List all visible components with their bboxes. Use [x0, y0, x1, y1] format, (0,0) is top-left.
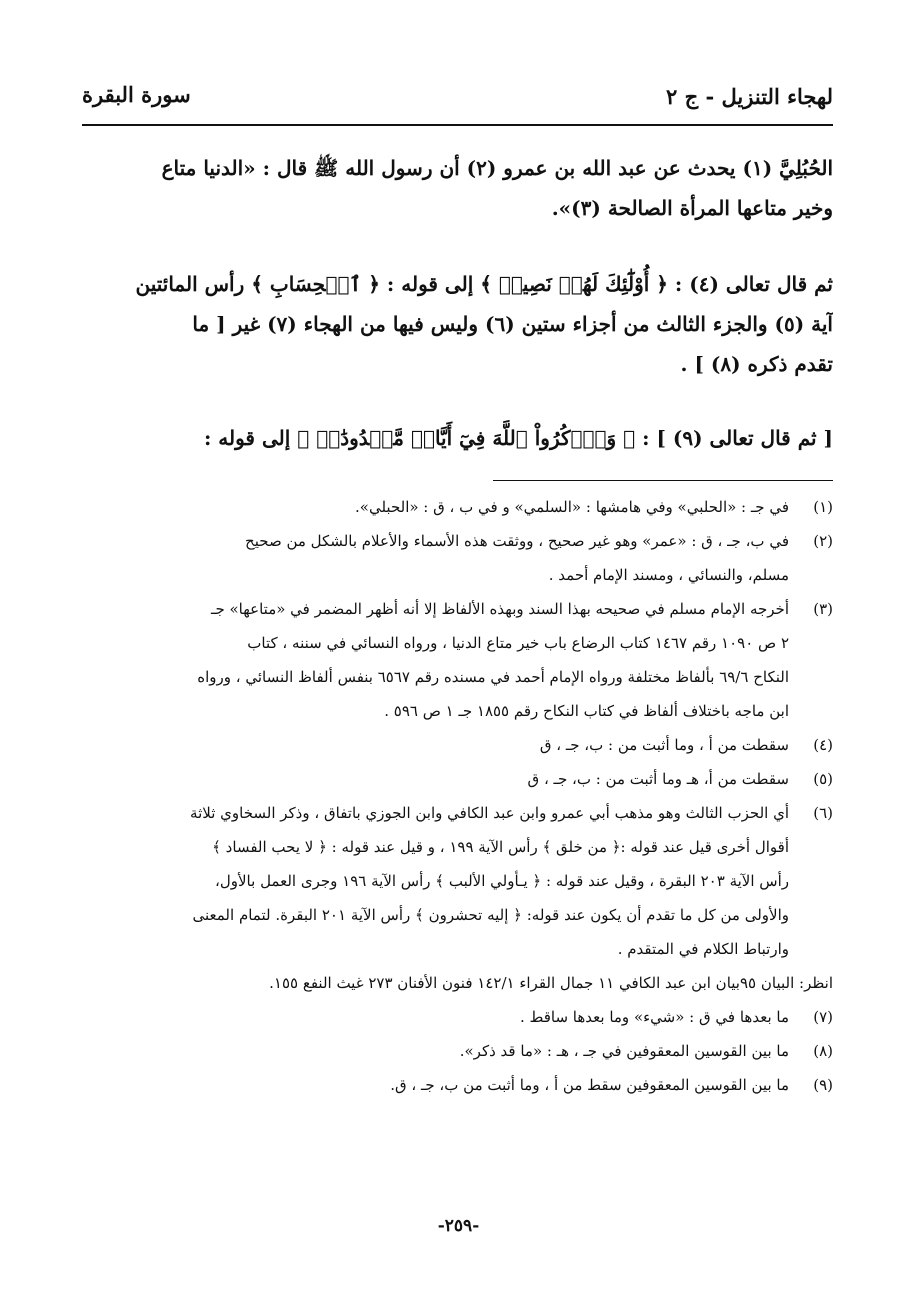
footnote-line: ما بين القوسين المعقوفين في جـ ، هـ : «ما قد ذكر».	[459, 1042, 789, 1060]
footnote	[82, 524, 833, 592]
main-line: [ ثم قال تعالى (٩) ] : ﴿ وَٱذۡكُرُواْ ٱللَّهَ فِيٓ أَيَّامٖ مَّعۡدُودَٰتٖ ﴾ إلى قوله :	[203, 426, 833, 450]
surah-name: سورة البقرة	[82, 82, 191, 107]
footnote-line: ما بعدها في ق : «شيء» وما بعدها ساقط .	[519, 1008, 789, 1026]
main-paragraph-2	[82, 264, 833, 384]
main-paragraph-1	[82, 148, 833, 228]
footnote-number: (٧)	[813, 1008, 833, 1026]
footnote	[82, 592, 833, 728]
footnote-line: سقطت من أ، هـ وما أثبت من : ب، جـ ، ق	[527, 770, 789, 788]
footnotes	[82, 490, 833, 1102]
footnote-line: انظر: البيان ٩٥بيان ابن عبد الكافي ١١ جمال القراء ١٤٢/١ فنون الأفنان ٢٧٣ غيث النفع ١٥٥.	[269, 974, 833, 992]
footnote	[82, 728, 833, 762]
footnote-line: أقوال أخرى قيل عند قوله :﴿ من خلق ﴾ رأس الآية ١٩٩ ، و قيل عند قوله : ﴿ لا يحب الفساد ﴾	[212, 838, 789, 856]
footnote-line: ما بين القوسين المعقوفين سقط من أ ، وما أثبت من ب، جـ ، ق.	[390, 1076, 789, 1094]
main-line: الحُبُلِيَّ (١) يحدث عن عبد الله بن عمرو (٢) أن رسول الله ﷺ قال : «الدنيا متاع	[161, 156, 833, 180]
footnote	[82, 1068, 833, 1102]
footnote-line: رأس الآية ٢٠٣ البقرة ، وقيل عند قوله : ﴿ يـأولي الألبب ﴾ رأس الآية ١٩٦ وجرى العمل بالأول،	[215, 872, 789, 890]
header-divider	[82, 124, 833, 126]
footnote	[82, 796, 833, 966]
footnote-line: أي الحزب الثالث وهو مذهب أبي عمرو وابن عبد الكافي وابن الجوزي باتفاق ، وذكر السخاوي ثلاثة	[190, 804, 789, 822]
footnote	[82, 490, 833, 524]
footnote-number: (٣)	[813, 600, 833, 618]
footnote-line: وارتباط الكلام في المتقدم .	[617, 940, 789, 958]
footnote-line: مسلم، والنسائي ، ومسند الإمام أحمد .	[548, 566, 789, 584]
footnote-number: (٥)	[813, 770, 833, 788]
footnote-number: (٩)	[813, 1076, 833, 1094]
footnote-number: (١)	[813, 498, 833, 516]
footnote-line: ٢ ص ١٠٩٠ رقم ١٤٦٧ كتاب الرضاع باب خير متاع الدنيا ، ورواه النسائي في سننه ، كتاب	[247, 634, 789, 652]
footnote-number: (٤)	[813, 736, 833, 754]
main-line: وخير متاعها المرأة الصالحة (٣)».	[551, 196, 833, 220]
main-line: ثم قال تعالى (٤) : ﴿ أُوْلَٰٓئِكَ لَهُمۡ نَصِيبٞ ﴾ إلى قوله : ﴿ ٱلۡحِسَابِ ﴾ رأس المائتين	[135, 272, 833, 296]
footnote-number: (٦)	[813, 804, 833, 822]
running-header	[82, 80, 833, 124]
page-number: -٢٥٩-	[437, 1216, 480, 1236]
footnote-line: النكاح ٦٩/٦ بألفاظ مختلفة ورواه الإمام أحمد في مسنده رقم ٦٥٦٧ بنفس ألفاظ النسائي ، ورواه	[197, 668, 789, 686]
footnote-reference	[82, 966, 833, 1000]
book-title: لهجاء التنزيل - ج ٢	[666, 84, 833, 109]
footnote-line: أخرجه الإمام مسلم في صحيحه بهذا السند وبهذه الألفاظ إلا أنه أظهر المضمر في «متاعها» جـ	[211, 600, 789, 618]
footnote-line: في ب، جـ ، ق : «عمر» وهو غير صحيح ، ووثقت هذه الأسماء والأعلام بالشكل من صحيح	[245, 532, 789, 550]
footnote-line: سقطت من أ ، وما أثبت من : ب، جـ ، ق	[539, 736, 789, 754]
footnote-line: والأولى من كل ما تقدم أن يكون عند قوله: ﴿ إليه تحشرون ﴾ رأس الآية ٢٠١ البقرة. لتمام المعنى	[192, 906, 789, 924]
footnote-number: (٨)	[813, 1042, 833, 1060]
footnote	[82, 762, 833, 796]
footnote	[82, 1034, 833, 1068]
footnote-separator	[493, 480, 833, 481]
footnote	[82, 1000, 833, 1034]
footnote-line: ابن ماجه باختلاف ألفاظ في كتاب النكاح رقم ١٨٥٥ جـ ١ ص ٥٩٦ .	[384, 702, 789, 720]
main-line: آية (٥) والجزء الثالث من أجزاء ستين (٦) وليس فيها من الهجاء (٧) غير [ ما	[192, 312, 833, 336]
main-line: تقدم ذكره (٨) ] .	[680, 352, 833, 376]
footnote-line: في جـ : «الحلبي» وفي هامشها : «السلمي» و في ب ، ق : «الحبلي».	[355, 498, 789, 516]
main-paragraph-3	[82, 418, 833, 458]
footnote-number: (٢)	[813, 532, 833, 550]
